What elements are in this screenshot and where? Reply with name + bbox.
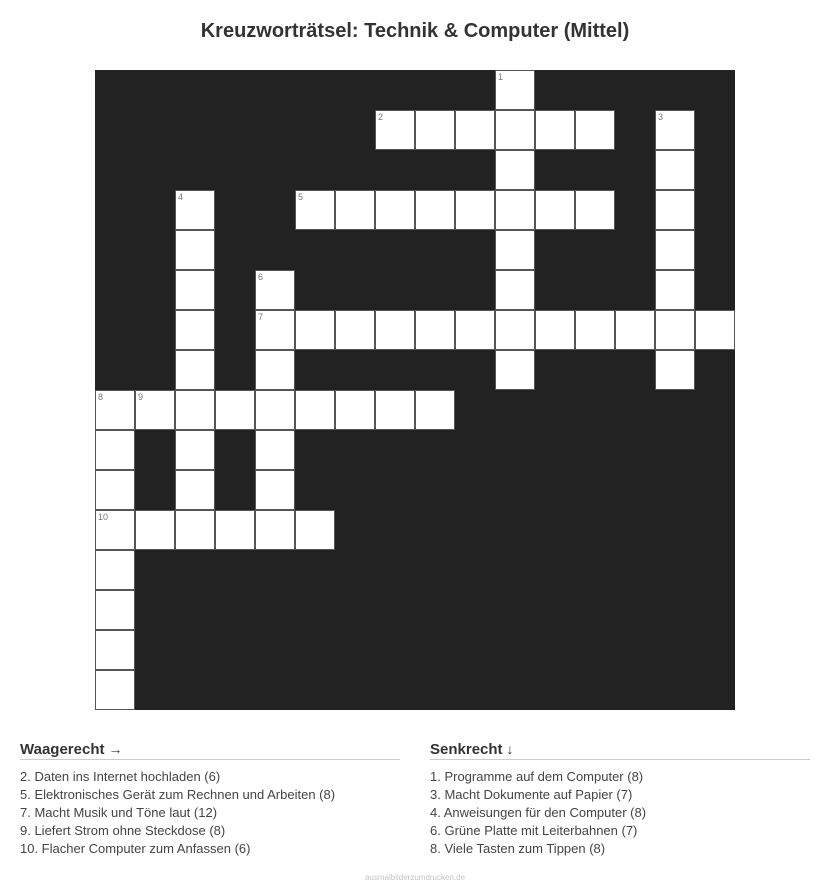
block-cell <box>135 230 175 270</box>
block-cell <box>415 470 455 510</box>
answer-cell[interactable] <box>95 390 135 430</box>
block-cell <box>535 590 575 630</box>
block-cell <box>95 350 135 390</box>
answer-cell[interactable] <box>455 190 495 230</box>
answer-cell[interactable] <box>175 510 215 550</box>
block-cell <box>695 470 735 510</box>
block-cell <box>135 150 175 190</box>
block-cell <box>255 630 295 670</box>
block-cell <box>135 670 175 710</box>
answer-cell[interactable] <box>375 110 415 150</box>
answer-cell[interactable] <box>495 350 535 390</box>
block-cell <box>335 350 375 390</box>
block-cell <box>575 510 615 550</box>
answer-cell[interactable] <box>175 190 215 230</box>
answer-cell[interactable] <box>95 550 135 590</box>
block-cell <box>615 590 655 630</box>
block-cell <box>575 630 615 670</box>
answer-cell[interactable] <box>335 310 375 350</box>
block-cell <box>375 550 415 590</box>
answer-cell[interactable] <box>535 310 575 350</box>
block-cell <box>535 270 575 310</box>
block-cell <box>95 150 135 190</box>
block-cell <box>495 630 535 670</box>
block-cell <box>695 230 735 270</box>
block-cell <box>455 510 495 550</box>
across-clue: 2. Daten ins Internet hochladen (6) <box>20 769 221 784</box>
answer-cell[interactable] <box>175 270 215 310</box>
block-cell <box>655 470 695 510</box>
block-cell <box>295 630 335 670</box>
block-cell <box>255 150 295 190</box>
block-cell <box>455 550 495 590</box>
answer-cell[interactable] <box>615 310 655 350</box>
block-cell <box>255 70 295 110</box>
block-cell <box>695 550 735 590</box>
block-cell <box>375 670 415 710</box>
block-cell <box>615 510 655 550</box>
block-cell <box>615 470 655 510</box>
block-cell <box>375 590 415 630</box>
block-cell <box>135 430 175 470</box>
clue-number: 8 <box>98 392 104 402</box>
block-cell <box>455 390 495 430</box>
answer-cell[interactable] <box>695 310 735 350</box>
block-cell <box>575 430 615 470</box>
block-cell <box>695 110 735 150</box>
answer-cell[interactable] <box>255 470 295 510</box>
answer-cell[interactable] <box>135 510 175 550</box>
block-cell <box>615 550 655 590</box>
block-cell <box>535 470 575 510</box>
block-cell <box>335 550 375 590</box>
block-cell <box>455 470 495 510</box>
across-clues-section <box>20 741 400 858</box>
answer-cell[interactable] <box>455 310 495 350</box>
block-cell <box>415 270 455 310</box>
block-cell <box>215 230 255 270</box>
block-cell <box>175 670 215 710</box>
answer-cell[interactable] <box>175 350 215 390</box>
answer-cell[interactable] <box>255 390 295 430</box>
block-cell <box>295 430 335 470</box>
block-cell <box>695 430 735 470</box>
block-cell <box>295 590 335 630</box>
block-cell <box>615 150 655 190</box>
block-cell <box>135 350 175 390</box>
block-cell <box>335 510 375 550</box>
block-cell <box>335 70 375 110</box>
block-cell <box>255 110 295 150</box>
block-cell <box>415 350 455 390</box>
block-cell <box>175 110 215 150</box>
block-cell <box>135 70 175 110</box>
block-cell <box>135 190 175 230</box>
answer-cell[interactable] <box>215 390 255 430</box>
block-cell <box>375 630 415 670</box>
block-cell <box>415 590 455 630</box>
block-cell <box>415 630 455 670</box>
block-cell <box>415 150 455 190</box>
answer-cell[interactable] <box>255 270 295 310</box>
block-cell <box>175 70 215 110</box>
answer-cell[interactable] <box>335 390 375 430</box>
answer-cell[interactable] <box>655 230 695 270</box>
block-cell <box>575 550 615 590</box>
down-clues-section <box>430 741 810 858</box>
down-clue: 3. Macht Dokumente auf Papier (7) <box>430 787 633 802</box>
block-cell <box>655 630 695 670</box>
block-cell <box>375 430 415 470</box>
answer-cell[interactable] <box>335 190 375 230</box>
block-cell <box>615 430 655 470</box>
block-cell <box>375 350 415 390</box>
block-cell <box>335 270 375 310</box>
block-cell <box>495 550 535 590</box>
block-cell <box>295 110 335 150</box>
block-cell <box>375 510 415 550</box>
answer-cell[interactable] <box>255 310 295 350</box>
down-clue: 8. Viele Tasten zum Tippen (8) <box>430 841 606 856</box>
block-cell <box>535 550 575 590</box>
block-cell <box>575 470 615 510</box>
block-cell <box>535 630 575 670</box>
answer-cell[interactable] <box>495 70 535 110</box>
answer-cell[interactable] <box>415 310 455 350</box>
answer-cell[interactable] <box>495 270 535 310</box>
answer-cell[interactable] <box>95 430 135 470</box>
block-cell <box>495 670 535 710</box>
block-cell <box>335 590 375 630</box>
block-cell <box>575 670 615 710</box>
across-clue: 7. Macht Musik und Töne laut (12) <box>20 805 218 820</box>
block-cell <box>575 270 615 310</box>
block-cell <box>455 430 495 470</box>
block-cell <box>495 430 535 470</box>
block-cell <box>215 470 255 510</box>
answer-cell[interactable] <box>655 270 695 310</box>
block-cell <box>175 630 215 670</box>
block-cell <box>455 670 495 710</box>
crossword-grid <box>95 70 735 710</box>
answer-cell[interactable] <box>295 310 335 350</box>
block-cell <box>215 630 255 670</box>
block-cell <box>695 630 735 670</box>
block-cell <box>455 350 495 390</box>
block-cell <box>295 350 335 390</box>
answer-cell[interactable] <box>655 350 695 390</box>
block-cell <box>415 550 455 590</box>
block-cell <box>535 230 575 270</box>
block-cell <box>215 70 255 110</box>
down-heading-label: Senkrecht <box>430 741 503 758</box>
block-cell <box>175 590 215 630</box>
block-cell <box>655 430 695 470</box>
answer-cell[interactable] <box>575 190 615 230</box>
answer-cell[interactable] <box>175 310 215 350</box>
block-cell <box>255 670 295 710</box>
answer-cell[interactable] <box>655 110 695 150</box>
block-cell <box>535 70 575 110</box>
clue-number: 2 <box>378 112 384 122</box>
block-cell <box>575 230 615 270</box>
across-heading <box>20 741 400 760</box>
block-cell <box>215 150 255 190</box>
answer-cell[interactable] <box>175 430 215 470</box>
clue-number: 3 <box>658 112 664 122</box>
answer-cell[interactable] <box>495 310 535 350</box>
block-cell <box>575 70 615 110</box>
block-cell <box>135 550 175 590</box>
block-cell <box>335 670 375 710</box>
block-cell <box>655 670 695 710</box>
block-cell <box>535 510 575 550</box>
across-clue: 10. Flacher Computer zum Anfassen (6) <box>20 841 251 856</box>
block-cell <box>655 390 695 430</box>
block-cell <box>535 150 575 190</box>
down-clue: 6. Grüne Platte mit Leiterbahnen (7) <box>430 823 638 838</box>
answer-cell[interactable] <box>175 390 215 430</box>
block-cell <box>335 630 375 670</box>
answer-cell[interactable] <box>495 110 535 150</box>
block-cell <box>535 670 575 710</box>
across-clue: 9. Liefert Strom ohne Steckdose (8) <box>20 823 226 838</box>
right-arrow-icon: → <box>108 741 123 757</box>
block-cell <box>95 110 135 150</box>
block-cell <box>375 470 415 510</box>
block-cell <box>415 230 455 270</box>
block-cell <box>335 470 375 510</box>
block-cell <box>215 190 255 230</box>
block-cell <box>175 150 215 190</box>
block-cell <box>655 510 695 550</box>
down-clue: 1. Programme auf dem Computer (8) <box>430 769 644 784</box>
answer-cell[interactable] <box>95 510 135 550</box>
answer-cell[interactable] <box>415 110 455 150</box>
block-cell <box>335 230 375 270</box>
block-cell <box>375 70 415 110</box>
answer-cell[interactable] <box>95 470 135 510</box>
answer-cell[interactable] <box>495 150 535 190</box>
block-cell <box>295 230 335 270</box>
answer-cell[interactable] <box>255 350 295 390</box>
clue-number: 5 <box>298 192 304 202</box>
answer-cell[interactable] <box>575 310 615 350</box>
block-cell <box>95 310 135 350</box>
answer-cell[interactable] <box>175 470 215 510</box>
answer-cell[interactable] <box>455 110 495 150</box>
block-cell <box>215 310 255 350</box>
answer-cell[interactable] <box>655 310 695 350</box>
answer-cell[interactable] <box>295 190 335 230</box>
block-cell <box>455 270 495 310</box>
answer-cell[interactable] <box>655 190 695 230</box>
block-cell <box>415 430 455 470</box>
block-cell <box>695 350 735 390</box>
block-cell <box>135 310 175 350</box>
block-cell <box>695 390 735 430</box>
block-cell <box>455 590 495 630</box>
down-arrow-icon: ↓ <box>506 741 514 757</box>
block-cell <box>215 110 255 150</box>
answer-cell[interactable] <box>415 390 455 430</box>
block-cell <box>615 70 655 110</box>
answer-cell[interactable] <box>295 510 335 550</box>
block-cell <box>375 270 415 310</box>
block-cell <box>215 270 255 310</box>
block-cell <box>655 590 695 630</box>
block-cell <box>695 670 735 710</box>
answer-cell[interactable] <box>495 230 535 270</box>
answer-cell[interactable] <box>135 390 175 430</box>
answer-cell[interactable] <box>375 190 415 230</box>
block-cell <box>295 150 335 190</box>
block-cell <box>455 150 495 190</box>
block-cell <box>695 190 735 230</box>
block-cell <box>455 70 495 110</box>
block-cell <box>335 110 375 150</box>
answer-cell[interactable] <box>655 150 695 190</box>
block-cell <box>575 350 615 390</box>
block-cell <box>615 190 655 230</box>
block-cell <box>95 70 135 110</box>
answer-cell[interactable] <box>535 110 575 150</box>
answer-cell[interactable] <box>255 430 295 470</box>
block-cell <box>615 630 655 670</box>
block-cell <box>455 630 495 670</box>
block-cell <box>175 550 215 590</box>
block-cell <box>255 550 295 590</box>
down-heading <box>430 741 810 760</box>
block-cell <box>495 510 535 550</box>
clue-number: 9 <box>138 392 144 402</box>
footer-source: ausmalbilderzumdrucken.de <box>364 873 466 882</box>
block-cell <box>95 230 135 270</box>
block-cell <box>495 390 535 430</box>
block-cell <box>615 390 655 430</box>
answer-cell[interactable] <box>255 510 295 550</box>
block-cell <box>95 190 135 230</box>
clue-number: 7 <box>258 312 264 322</box>
block-cell <box>415 70 455 110</box>
answer-cell[interactable] <box>215 510 255 550</box>
block-cell <box>695 510 735 550</box>
block-cell <box>135 590 175 630</box>
block-cell <box>135 270 175 310</box>
block-cell <box>535 350 575 390</box>
block-cell <box>215 590 255 630</box>
answer-cell[interactable] <box>95 670 135 710</box>
block-cell <box>415 510 455 550</box>
block-cell <box>655 70 695 110</box>
block-cell <box>695 150 735 190</box>
block-cell <box>335 430 375 470</box>
answer-cell[interactable] <box>575 110 615 150</box>
block-cell <box>295 550 335 590</box>
block-cell <box>135 470 175 510</box>
block-cell <box>295 670 335 710</box>
block-cell <box>415 670 455 710</box>
block-cell <box>495 470 535 510</box>
block-cell <box>135 110 175 150</box>
answer-cell[interactable] <box>535 190 575 230</box>
block-cell <box>255 190 295 230</box>
answer-cell[interactable] <box>95 630 135 670</box>
block-cell <box>695 590 735 630</box>
clue-number: 10 <box>98 512 109 522</box>
block-cell <box>95 270 135 310</box>
block-cell <box>375 150 415 190</box>
across-heading-label: Waagerecht <box>20 741 105 758</box>
block-cell <box>535 390 575 430</box>
answer-cell[interactable] <box>295 390 335 430</box>
block-cell <box>535 430 575 470</box>
answer-cell[interactable] <box>375 390 415 430</box>
answer-cell[interactable] <box>495 190 535 230</box>
block-cell <box>695 70 735 110</box>
block-cell <box>615 230 655 270</box>
answer-cell[interactable] <box>95 590 135 630</box>
block-cell <box>375 230 415 270</box>
block-cell <box>615 110 655 150</box>
page-title: Kreuzworträtsel: Technik & Computer (Mittel) <box>200 20 630 42</box>
clue-number: 1 <box>498 72 504 82</box>
block-cell <box>295 70 335 110</box>
block-cell <box>295 470 335 510</box>
block-cell <box>615 670 655 710</box>
block-cell <box>135 630 175 670</box>
block-cell <box>695 270 735 310</box>
across-clue: 5. Elektronisches Gerät zum Rechnen und Arbeiten (8) <box>20 787 336 802</box>
block-cell <box>575 150 615 190</box>
block-cell <box>255 590 295 630</box>
block-cell <box>615 270 655 310</box>
block-cell <box>295 270 335 310</box>
answer-cell[interactable] <box>415 190 455 230</box>
block-cell <box>575 390 615 430</box>
block-cell <box>215 670 255 710</box>
block-cell <box>495 590 535 630</box>
block-cell <box>615 350 655 390</box>
answer-cell[interactable] <box>375 310 415 350</box>
block-cell <box>455 230 495 270</box>
block-cell <box>255 230 295 270</box>
block-cell <box>215 430 255 470</box>
block-cell <box>215 550 255 590</box>
answer-cell[interactable] <box>175 230 215 270</box>
clue-number: 6 <box>258 272 264 282</box>
clue-number: 4 <box>178 192 184 202</box>
block-cell <box>335 150 375 190</box>
block-cell <box>575 590 615 630</box>
block-cell <box>215 350 255 390</box>
block-cell <box>655 550 695 590</box>
down-clue: 4. Anweisungen für den Computer (8) <box>430 805 647 820</box>
